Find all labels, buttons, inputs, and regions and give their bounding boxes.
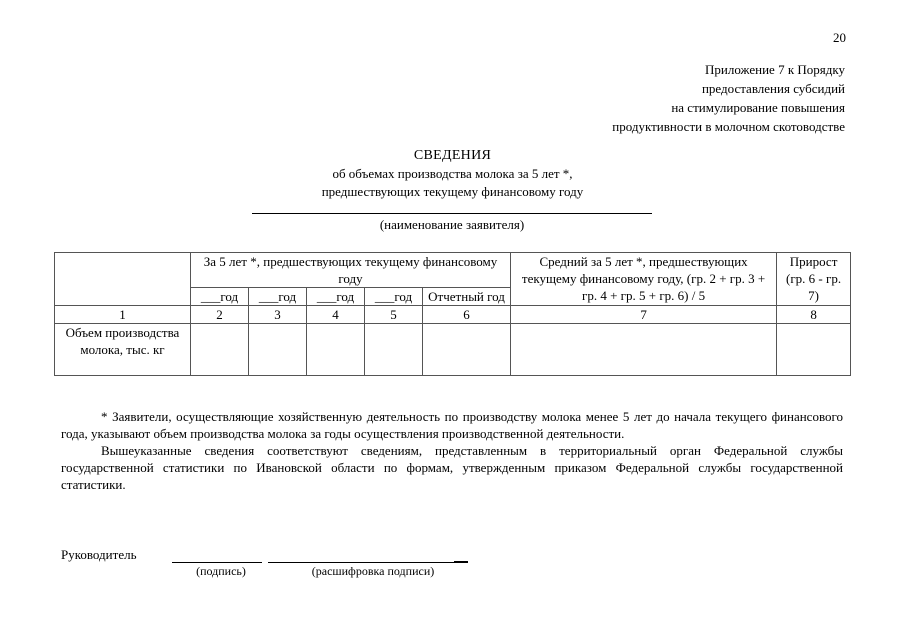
table-cell[interactable] [191, 324, 249, 376]
column-number-cell: 1 [55, 306, 191, 324]
notes-section [61, 408, 843, 493]
table-cell[interactable] [249, 324, 307, 376]
title-line: предшествующих текущему финансовому году [321, 184, 584, 199]
column-number-cell: 7 [511, 306, 777, 324]
applicant-caption: (наименование заявителя) [379, 217, 525, 232]
header-year-cell: ___год [365, 288, 423, 306]
applicant-name-line [252, 213, 652, 214]
appendix-header [612, 60, 845, 136]
appendix-line: продуктивности в молочном скотоводстве [612, 119, 845, 134]
row-label-milk-volume: Объем производства молока, тыс. кг [55, 324, 191, 376]
signature-label: Руководитель [61, 547, 137, 562]
statement-paragraph: Вышеуказанные сведения соответствуют сведениям, представленным в территориальный орган Федеральной службы государственной статистики по Ивановской области по формам, утвержденным приказом Федеральной службы государственной статистики. [61, 443, 843, 492]
signature-decoding-line [268, 562, 454, 563]
column-number-cell: 6 [423, 306, 511, 324]
table-cell[interactable] [307, 324, 365, 376]
table-header-row [55, 253, 851, 288]
table-cell[interactable] [777, 324, 851, 376]
header-report-year: Отчетный год [423, 288, 511, 306]
signature-dash [454, 561, 468, 563]
footnote-paragraph: * Заявители, осуществляющие хозяйственную деятельность по производству молока менее 5 лет до начала текущего финансового года, указывают объем производства молока за годы осуществления производственной деятельности. [61, 409, 843, 441]
signature-caption: (подпись) [196, 564, 246, 578]
column-number-cell: 4 [307, 306, 365, 324]
page-number: 20 [833, 30, 846, 45]
document-title [200, 147, 705, 201]
appendix-line: на стимулирование повышения [671, 100, 845, 115]
table-cell[interactable] [511, 324, 777, 376]
signature-line [172, 562, 262, 563]
signature-decoding-caption: (расшифровка подписи) [311, 564, 435, 578]
header-year-cell: ___год [307, 288, 365, 306]
header-year-cell: ___год [249, 288, 307, 306]
header-growth: Прирост (гр. 6 - гр. 7) [777, 253, 851, 306]
table-cell[interactable] [423, 324, 511, 376]
table-row [55, 324, 851, 376]
header-average: Средний за 5 лет *, предшествующих текущему финансовому году, (гр. 2 + гр. 3 + гр. 4 + гр. 5 + гр. 6) / 5 [511, 253, 777, 306]
header-year-cell: ___год [191, 288, 249, 306]
column-number-cell: 2 [191, 306, 249, 324]
table-column-numbers-row [55, 306, 851, 324]
column-number-cell: 5 [365, 306, 423, 324]
table-cell[interactable] [365, 324, 423, 376]
column-number-cell: 8 [777, 306, 851, 324]
production-table [54, 252, 851, 376]
appendix-line: предоставления субсидий [701, 81, 845, 96]
column-number-cell: 3 [249, 306, 307, 324]
header-empty-cell [55, 253, 191, 306]
title-line: об объемах производства молока за 5 лет *, [332, 166, 573, 181]
title-main: СВЕДЕНИЯ [413, 148, 492, 163]
appendix-line: Приложение 7 к Порядку [705, 62, 845, 77]
header-five-years: За 5 лет *, предшествующих текущему финансовому году [191, 253, 511, 288]
